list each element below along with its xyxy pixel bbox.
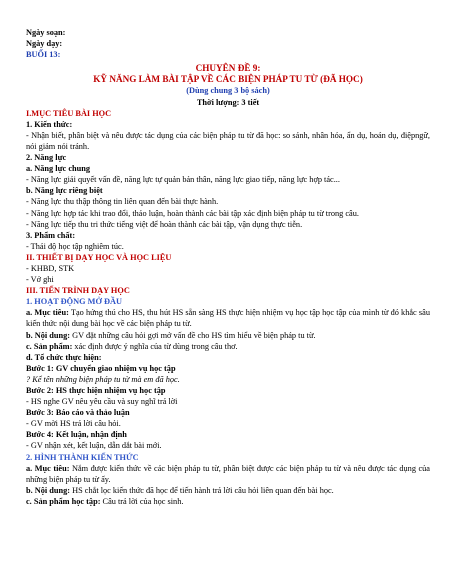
- hd1-muc-tieu-label: a. Mục tiêu:: [26, 308, 69, 318]
- hd2-san-pham: [26, 496, 430, 507]
- chuyen-de-label: CHUYÊN ĐỀ 9:: [195, 63, 261, 74]
- nl-rieng-text-3: - Năng lực tiếp thu tri thức tiếng việt để hoàn thành các bài tập, vận dụng thực tiễn.: [26, 219, 303, 229]
- nl-rieng-text-1: - Năng lực thu thập thông tin liên quan đến bài thực hành.: [26, 197, 219, 207]
- kien-thuc-text: - Nhận biết, phân biệt và nêu được tác dụng của các biện pháp tu từ đã học: so sánh, nhân hóa, ẩn dụ, hoán dụ, điệpngữ, nói giảm nói tránh.: [26, 130, 430, 151]
- hd1-buoc2-text: - HS nghe GV nêu yêu cầu và suy nghĩ trả lời: [26, 397, 178, 407]
- hd2-san-pham-text: Câu trả lời của học sinh.: [100, 496, 184, 506]
- hd1-muc-tieu-text: Tạo hứng thú cho HS, thu hút HS sẵn sàng HS thực hiện nhiệm vụ học tập học tập của mình từ đó khắc sâu kiến thức nội dung bài học về các biện pháp tu từ.: [26, 308, 430, 329]
- hd2-san-pham-label: c. Sản phẩm học tập:: [26, 496, 101, 506]
- hd1-san-pham-label: c. Sản phẩm:: [26, 341, 73, 351]
- kien-thuc-heading: 1. Kiến thức:: [26, 119, 73, 129]
- hd2-noi-dung-label: b. Nội dung:: [26, 485, 71, 495]
- document-title: KỸ NĂNG LÀM BÀI TẬP VỀ CÁC BIỆN PHÁP TU TỪ (ĐÃ HỌC): [93, 74, 363, 85]
- nl-rieng-heading: b. Năng lực riêng biệt: [26, 186, 103, 196]
- hd1-noi-dung: [26, 330, 430, 341]
- pham-chat-heading: 3. Phẩm chất:: [26, 230, 76, 240]
- hd1-to-chuc: d. Tổ chức thực hiện:: [26, 352, 102, 362]
- hd2-heading: 2. HÌNH THÀNH KIẾN THỨC: [26, 452, 139, 462]
- hd1-buoc3-text: - GV mời HS trả lời câu hỏi.: [26, 419, 121, 429]
- hd2-muc-tieu-label: a. Mục tiêu:: [26, 463, 70, 473]
- ngay-day: Ngày dạy:: [26, 39, 63, 49]
- section2-item-2: - Vở ghi: [26, 275, 54, 285]
- thoi-luong: Thời lượng: 3 tiết: [196, 97, 260, 107]
- hd2-noi-dung-text: HS chắt lọc kiến thức đã học để tiến hành trả lời câu hỏi liên quan đến bài học.: [70, 485, 334, 495]
- hd1-muc-tieu: [26, 307, 430, 329]
- hd1-heading: 1. HOẠT ĐỘNG MỞ ĐẦU: [26, 297, 122, 307]
- section2-heading: II. THIẾT BỊ DẠY HỌC VÀ HỌC LIỆU: [26, 252, 172, 262]
- hd1-buoc3: Bước 3: Báo cáo và thảo luận: [26, 408, 130, 418]
- hd1-san-pham-text: xác định được ý nghĩa của từ dùng trong câu thơ.: [72, 341, 238, 351]
- hd1-noi-dung-text: GV đặt những câu hỏi gợi mở vấn đề cho HS tìm hiểu về biện pháp tu từ.: [70, 330, 316, 340]
- section1-heading: I.MỤC TIÊU BÀI HỌC: [26, 108, 112, 118]
- buoi-label: BUỔI 13:: [26, 50, 61, 60]
- hd2-noi-dung: [26, 485, 430, 496]
- nl-chung-heading: a. Năng lực chung: [26, 164, 90, 174]
- ngay-soan: Ngày soạn:: [26, 28, 66, 37]
- hd1-noi-dung-label: b. Nội dung:: [26, 330, 71, 340]
- hd2-muc-tieu: [26, 463, 430, 485]
- hd1-buoc2: Bước 2: HS thực hiện nhiệm vụ học tập: [26, 386, 166, 395]
- nl-chung-text: - Năng lực giải quyết vấn đề, năng lực tự quản bản thân, năng lực giao tiếp, năng lực hợp tác...: [26, 175, 340, 185]
- nang-luc-heading: 2. Năng lực: [26, 153, 67, 163]
- hd1-san-pham: [26, 341, 430, 352]
- nl-rieng-text-2: - Năng lực hợp tác khi trao đổi, thảo luận, hoàn thành các bài tập xác định biện pháp tu từ trong câu.: [26, 208, 359, 218]
- document-page: [26, 27, 430, 507]
- section2-item-1: - KHBD, STK: [26, 263, 75, 273]
- hd1-buoc1: Bước 1: GV chuyển giao nhiệm vụ học tập: [26, 363, 176, 373]
- section3-heading: III. TIẾN TRÌNH DẠY HỌC: [26, 286, 130, 296]
- hd1-buoc4-text: - GV nhận xét, kết luận, dẫn dắt bài mới.: [26, 441, 162, 451]
- hd1-buoc1-question: ? Kể tên những biện pháp tu từ mà em đã học.: [26, 374, 180, 384]
- pham-chat-text: - Thái độ học tập nghiêm túc.: [26, 241, 124, 251]
- document-subtitle: (Dùng chung 3 bộ sách): [186, 86, 270, 96]
- hd1-buoc4: Bước 4: Kết luận, nhận định: [26, 430, 127, 440]
- hd2-muc-tieu-text: Nắm được kiến thức về các biện pháp tu từ, phân biệt được các biện pháp tu từ và nêu được tác dụng của những biện pháp tu từ ấy.: [26, 463, 430, 484]
